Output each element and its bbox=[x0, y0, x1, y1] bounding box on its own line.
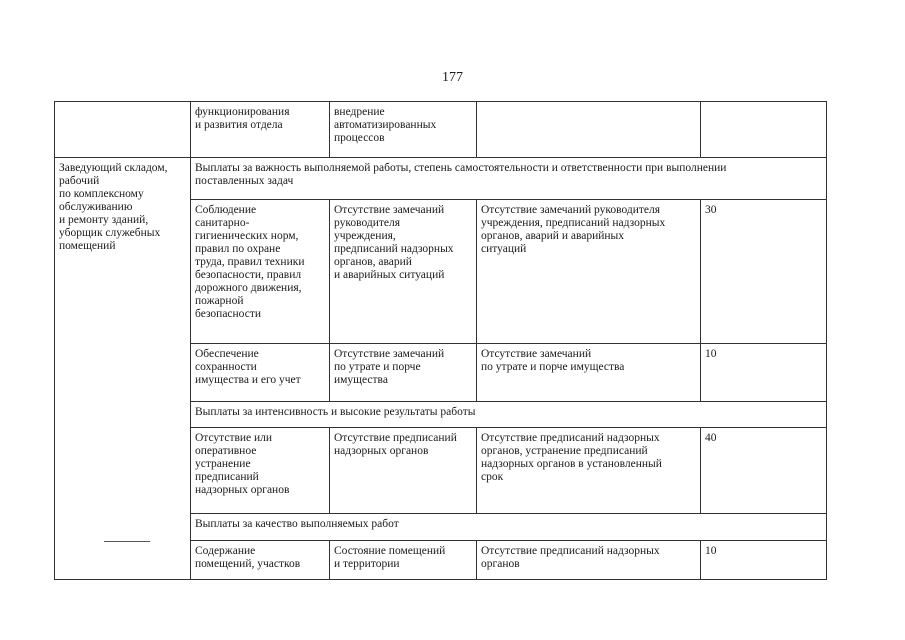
value-cell: 30 bbox=[701, 200, 827, 344]
indicator-cell: Содержание помещений, участков bbox=[191, 541, 330, 580]
position-cell-empty bbox=[55, 102, 191, 158]
section-header: Выплаты за качество выполняемых работ bbox=[191, 514, 827, 541]
scan-mark bbox=[104, 541, 150, 542]
position-cell: Заведующий складом, рабочий по комплексному обслуживанию и ремонту зданий, уборщик служебных помещений bbox=[55, 158, 191, 580]
section-header: Выплаты за интенсивность и высокие результаты работы bbox=[191, 402, 827, 428]
criteria-cell: Отсутствие предписаний надзорных органов, устранение предписаний надзорных органов в установленный срок bbox=[477, 428, 701, 514]
indicator-cell: Обеспечение сохранности имущества и его учет bbox=[191, 344, 330, 402]
criteria-cell: Отсутствие замечаний руководителя учреждения, предписаний надзорных органов, аварий и аварийных ситуаций bbox=[477, 200, 701, 344]
value-cell: 10 bbox=[701, 344, 827, 402]
indicator-cell: Соблюдение санитарно- гигиенических норм, правил по охране труда, правил техники безопасности, правил дорожного движения, пожарной безопасности bbox=[191, 200, 330, 344]
indicator-cell: функционирования и развития отдела bbox=[191, 102, 330, 158]
value-cell: 10 bbox=[701, 541, 827, 580]
condition-cell: Состояние помещений и территории bbox=[330, 541, 477, 580]
criteria-table bbox=[54, 101, 827, 580]
criteria-cell bbox=[477, 102, 701, 158]
section-row bbox=[55, 158, 827, 200]
criteria-cell: Отсутствие предписаний надзорных органов bbox=[477, 541, 701, 580]
condition-cell: Отсутствие замечаний по утрате и порче имущества bbox=[330, 344, 477, 402]
value-cell: 40 bbox=[701, 428, 827, 514]
value-cell bbox=[701, 102, 827, 158]
section-header: Выплаты за важность выполняемой работы, степень самостоятельности и ответственности при выполнении поставленных задач bbox=[191, 158, 827, 200]
criteria-cell: Отсутствие замечаний по утрате и порче имущества bbox=[477, 344, 701, 402]
indicator-cell: Отсутствие или оперативное устранение предписаний надзорных органов bbox=[191, 428, 330, 514]
condition-cell: Отсутствие замечаний руководителя учреждения, предписаний надзорных органов, аварий и аварийных ситуаций bbox=[330, 200, 477, 344]
table-row bbox=[55, 102, 827, 158]
condition-cell: Отсутствие предписаний надзорных органов bbox=[330, 428, 477, 514]
condition-cell: внедрение автоматизированных процессов bbox=[330, 102, 477, 158]
page-number: 177 bbox=[442, 70, 463, 85]
